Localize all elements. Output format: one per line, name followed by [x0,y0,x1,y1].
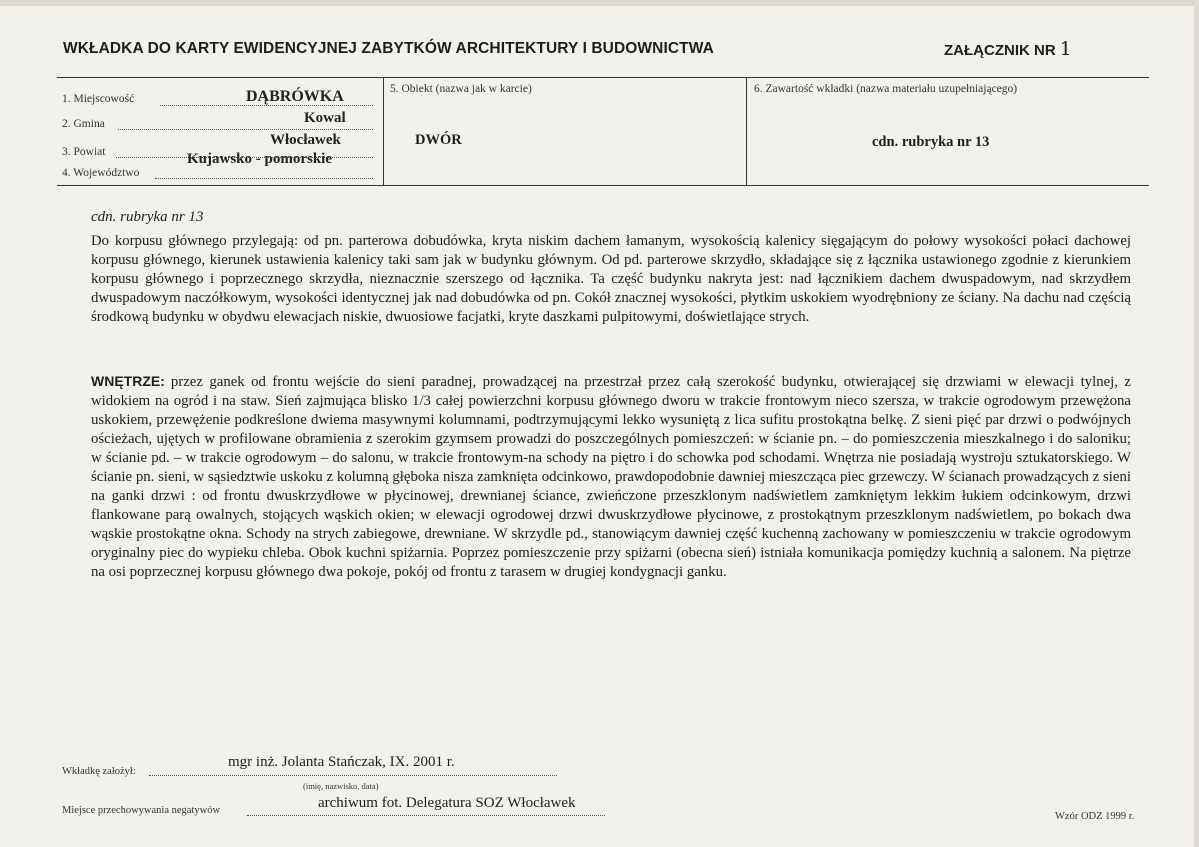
commune-value: Kowal [304,110,346,126]
negatives-location-label: Miejsce przechowywania negatywów [62,805,221,816]
voivodeship-value: Kujawsko - pomorskie [187,151,333,167]
negatives-location-value: archiwum fot. Delegatura SOZ Włocławek [318,795,576,811]
founded-by-hint: (imię, nazwisko, data) [303,781,379,791]
annex-label-text: ZAŁĄCZNIK NR [944,42,1056,59]
paper-right-edge [1194,0,1199,847]
contents-value: cdn. rubryka nr 13 [872,134,990,150]
town-value: DĄBRÓWKA [246,88,344,105]
voivodeship-label: 4. Województwo [62,167,140,179]
town-label: 1. Miejscowość [62,93,135,105]
interior-text: przez ganek od frontu wejście do sieni paradnej, prowadzącej na przestrzał przez całą szerokość budynku, otwierającej się drzwiami w elewacji tylnej, z widokiem na ogród i na staw. Sień zajmująca blisko 1/3 całej powierzchni korpusu głównego dworu w trakcie frontowym nieco szersza, w trakcie ogrodowym przewężona uskokiem, przewężenie podkreślone dwiema masywnymi kolumnami, podtrzymującymi lekko wysuniętą z lica sufitu prostokątna belkę. Z sieni pięć par drzwi o podwójnych ościeżach, ujętych w profilowane obramienia z szerokim gzymsem prowadzi do poszczególnych pomieszczeń: w ścianie pn. – do pomieszczenia mieszkalnego i do saloniku; w ścianie pd. – w trakcie ogrodowym – do salonu, w trakcie frontowym-na schody na piętro i do schowka pod schodami. Wnętrza nie posiadają wystroju sztukatorskiego. W ścianie pn. sieni, w sąsiedztwie uskoku z kolumną głęboka nisza zamknięta odcinkowo, prawdopodobnie dawniej mieszcząca piec grzewczy. W ścianach prowadzących z sieni na ganki drzwi : od frontu dwuskrzydłowe w płycinowej, drewnianej ściance, zwieńczone przeszklonym nadświetlem zamkniętym lekkim łukiem odcinkowym, drzwi flankowane parą owalnych, stojących wąskich okien; w elewacji ogrodowej drzwi dwuskrzydłowe płycinowe, z prostokątnym przeszklonym nadświetlem, po bokach dwa wąskie prostokątne okna. Schody na strych zabiegowe, drewniane. W skrzydle pd., stanowiącym dawniej część kuchenną zachowany w pomieszczeniu w trakcie ogrodowym oryginalny piec do wypieku chleba. Obok kuchni spiżarnia. Poprzez pomieszczenie przy spiżarni (obecna sień) istniała komunikacja pomiędzy kuchnią a salonem. Na piętrze na osi poprzecznej korpusu głównego dwa pokoje, pokój od frontu z tarasem w drugiej kondygnacji ganku. [91,374,1131,580]
interior-label: WNĘTRZE: [91,373,165,389]
founded-by-dotted-line [149,775,557,776]
object-heading: 5. Obiekt (nazwa jak w karcie) [390,83,532,95]
negatives-location-dotted-line [247,815,605,816]
continuation-heading: cdn. rubryka nr 13 [91,209,204,225]
object-value: DWÓR [415,132,462,148]
paper-top-edge [0,0,1199,6]
founded-by-value: mgr inż. Jolanta Stańczak, IX. 2001 r. [228,754,455,770]
county-label: 3. Powiat [62,146,106,158]
form-title: WKŁADKA DO KARTY EWIDENCYJNEJ ZABYTKÓW ARCHITEKTURY I BUDOWNICTWA [63,40,714,57]
description-paragraph-2 [91,372,1131,582]
commune-label: 2. Gmina [62,118,105,130]
header-box-bottom-rule [57,185,1149,186]
voivodeship-dotted-line [155,178,373,179]
annex-number: 1 [1059,38,1072,60]
county-value: Włocławek [270,132,341,148]
form-pattern-note: Wzór ODZ 1999 r. [1055,811,1135,822]
founded-by-label: Wkładkę założył: [62,766,136,777]
divider-location-object [383,77,384,186]
description-paragraph-1: Do korpusu głównego przylegają: od pn. parterowa dobudówka, kryta niskim dachem łamanym, wysokością kalenicy sięgającym do połowy wysokości połaci dachowej korpusu głównego, kierunek ustawienia kalenicy taki sam jak w budynku głównym. Od pd. parterowe skrzydło, składające się z łącznika ustawionego zgodnie z kierunkiem korpusu głównego i poprzecznego skrzydła, nieznacznie szerszego od łącznika. Ta część budynku nakryta jest: nad łącznikiem dachem dwuspadowym, nad skrzydłem dwuspadowym naczółkowym, wysokości identycznej jak nad dobudówka od pn. Cokół znacznej wysokości, płytkim uskokiem wyodrębniony ze ściany. Na dachu nad częścią środkową budynku w obydwu elewacjach niskie, dwuosiowe facjatki, kryte daszkami pulpitowymi, doświetlające strych. [91,233,1131,325]
commune-dotted-line [118,129,373,130]
contents-heading: 6. Zawartość wkładki (nazwa materiału uzupełniającego) [754,83,1018,95]
divider-object-contents [746,77,747,186]
header-rule [57,77,1149,78]
annex-number-label [944,38,1072,60]
